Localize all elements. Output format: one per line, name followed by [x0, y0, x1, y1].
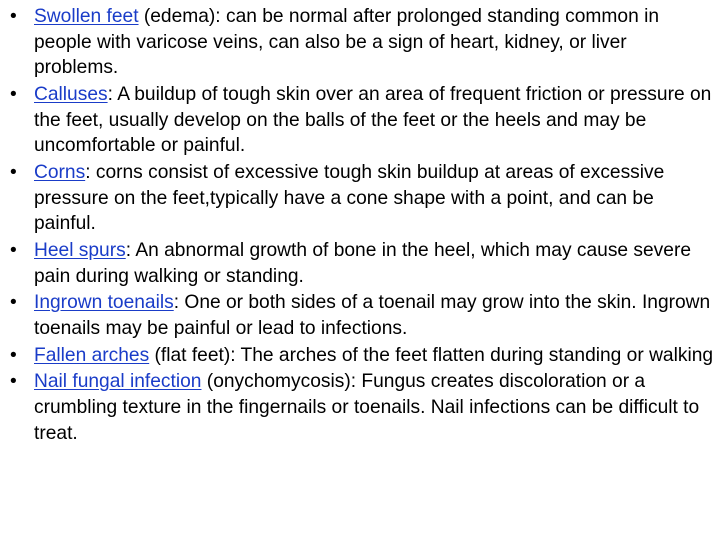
- heel-spurs-link[interactable]: Heel spurs: [34, 239, 126, 261]
- list-item-fallen-arches: [10, 343, 716, 369]
- corns-description: : corns consist of excessive tough skin buildup at areas of excessive pressure on the feet,typically have a cone shape with a point, and can be painful.: [34, 161, 665, 235]
- foot-conditions-list: [10, 4, 716, 447]
- swollen-feet-link[interactable]: Swollen feet: [34, 6, 139, 27]
- bullet-icon: •: [10, 239, 17, 261]
- bullet-icon: •: [10, 292, 17, 314]
- bullet-icon: •: [10, 344, 17, 366]
- bullet-icon: •: [10, 371, 17, 393]
- list-item-nail-fungal-infection: [10, 369, 716, 446]
- swollen-feet-description: (edema): can be normal after prolonged standing common in people with varicose veins, can also be a sign of heart, kidney, or liver problems.: [34, 6, 660, 79]
- ingrown-toenails-description: : One or both sides of a toenail may grow into the skin. Ingrown toenails may be painful or lead to infections.: [34, 292, 711, 339]
- list-item-corns: [10, 160, 716, 237]
- list-item-ingrown-toenails: [10, 290, 716, 341]
- nail-fungal-infection-description: (onychomycosis): Fungus creates discoloration or a crumbling texture in the fingernails or toenails. Nail infections can be difficult to treat.: [34, 371, 700, 444]
- bullet-icon: •: [10, 6, 17, 27]
- bullet-icon: •: [10, 83, 17, 105]
- list-item-heel-spurs: [10, 238, 716, 289]
- corns-link[interactable]: Corns: [34, 161, 86, 183]
- calluses-link[interactable]: Calluses: [34, 83, 108, 105]
- heel-spurs-description: : An abnormal growth of bone in the heel, which may cause severe pain during walking or standing.: [34, 239, 692, 287]
- calluses-description: : A buildup of tough skin over an area of frequent friction or pressure on the feet, usually develop on the balls of the feet or the heels and may be uncomfortable or painful.: [34, 83, 712, 157]
- list-item-swollen-feet: [10, 4, 716, 81]
- nail-fungal-infection-link[interactable]: Nail fungal infection: [34, 371, 202, 393]
- list-item-calluses: [10, 82, 716, 159]
- fallen-arches-link[interactable]: Fallen arches: [34, 344, 150, 366]
- fallen-arches-description: (flat feet): The arches of the feet flatten during standing or walking: [149, 344, 714, 366]
- ingrown-toenails-link[interactable]: Ingrown toenails: [34, 292, 174, 314]
- bullet-icon: •: [10, 161, 17, 183]
